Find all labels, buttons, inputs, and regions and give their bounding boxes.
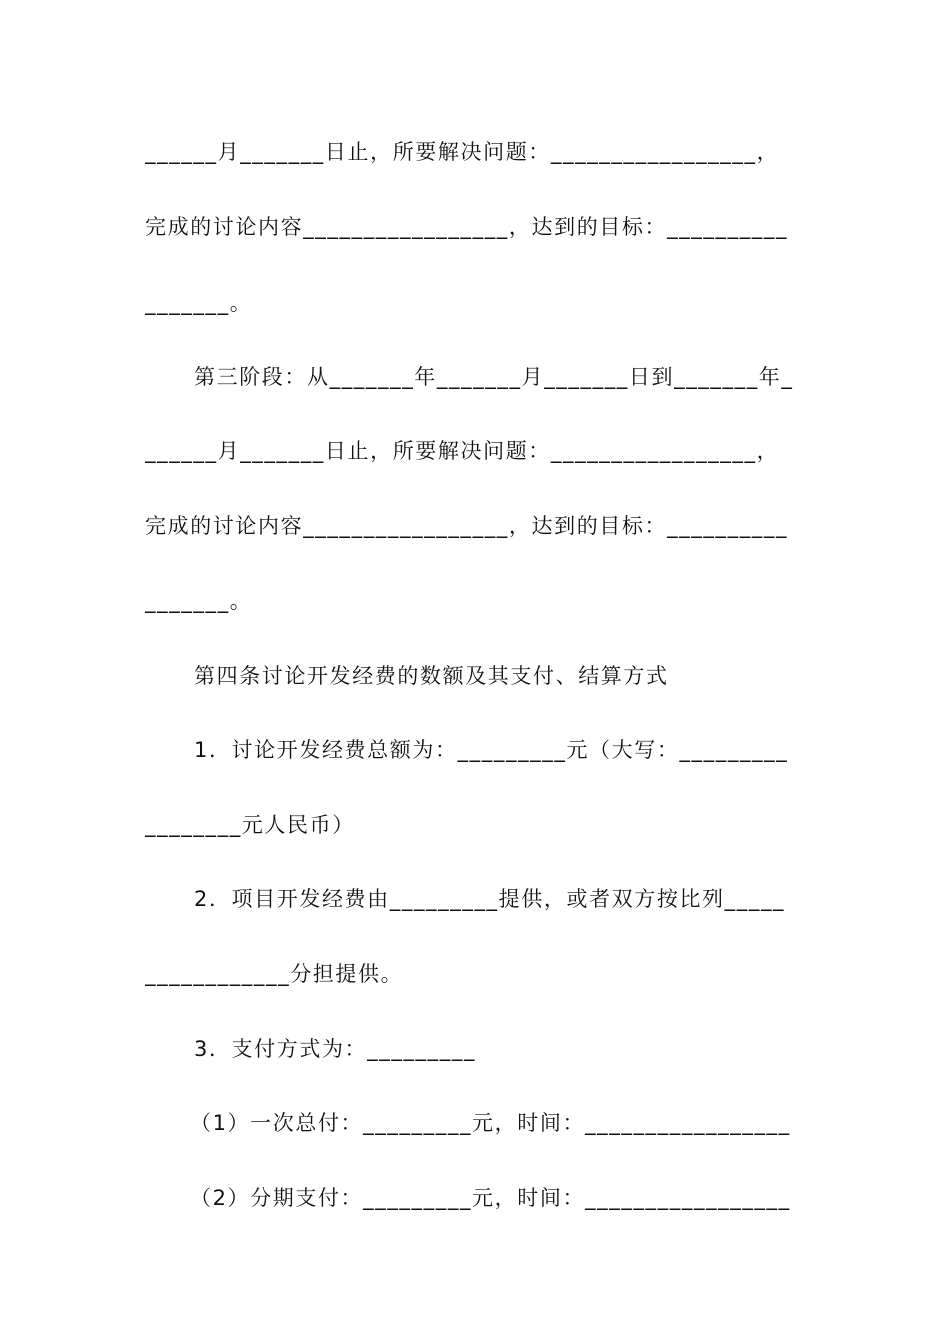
text-line-stage3-end-date: ______月_______日止，所要解决问题：_________________， [145, 439, 780, 463]
text-line-stage2-end-date: ______月_______日止，所要解决问题：_________________， [145, 140, 780, 164]
text-line-lump-sum: （1）一次总付：_________元，时间：_________________ [190, 1111, 791, 1135]
text-line-funding-share: ____________分担提供。 [145, 962, 404, 986]
text-line-stage3-start: 第三阶段：从_______年_______月_______日到_______年_ [194, 365, 794, 389]
text-line-installments: （2）分期支付：_________元，时间：_________________ [190, 1186, 791, 1210]
article-4-heading: 第四条讨论开发经费的数额及其支付、结算方式 [194, 664, 669, 688]
text-line-funding-rmb: ________元人民币） [145, 813, 355, 837]
text-line-stage3-content: 完成的讨论内容_________________，达到的目标：__________ [145, 514, 789, 538]
text-line-stage2-content: 完成的讨论内容_________________，达到的目标：__________ [145, 215, 789, 239]
text-line-stage3-goal: _______。 [145, 589, 253, 613]
text-line-total-funding: 1．讨论开发经费总额为：_________元（大写：_________ [194, 738, 789, 762]
text-line-payment-method: 3．支付方式为：_________ [194, 1037, 477, 1061]
text-line-stage2-goal: _______。 [145, 291, 253, 315]
text-line-funding-provider: 2．项目开发经费由_________提供，或者双方按比列_____ [194, 887, 786, 911]
